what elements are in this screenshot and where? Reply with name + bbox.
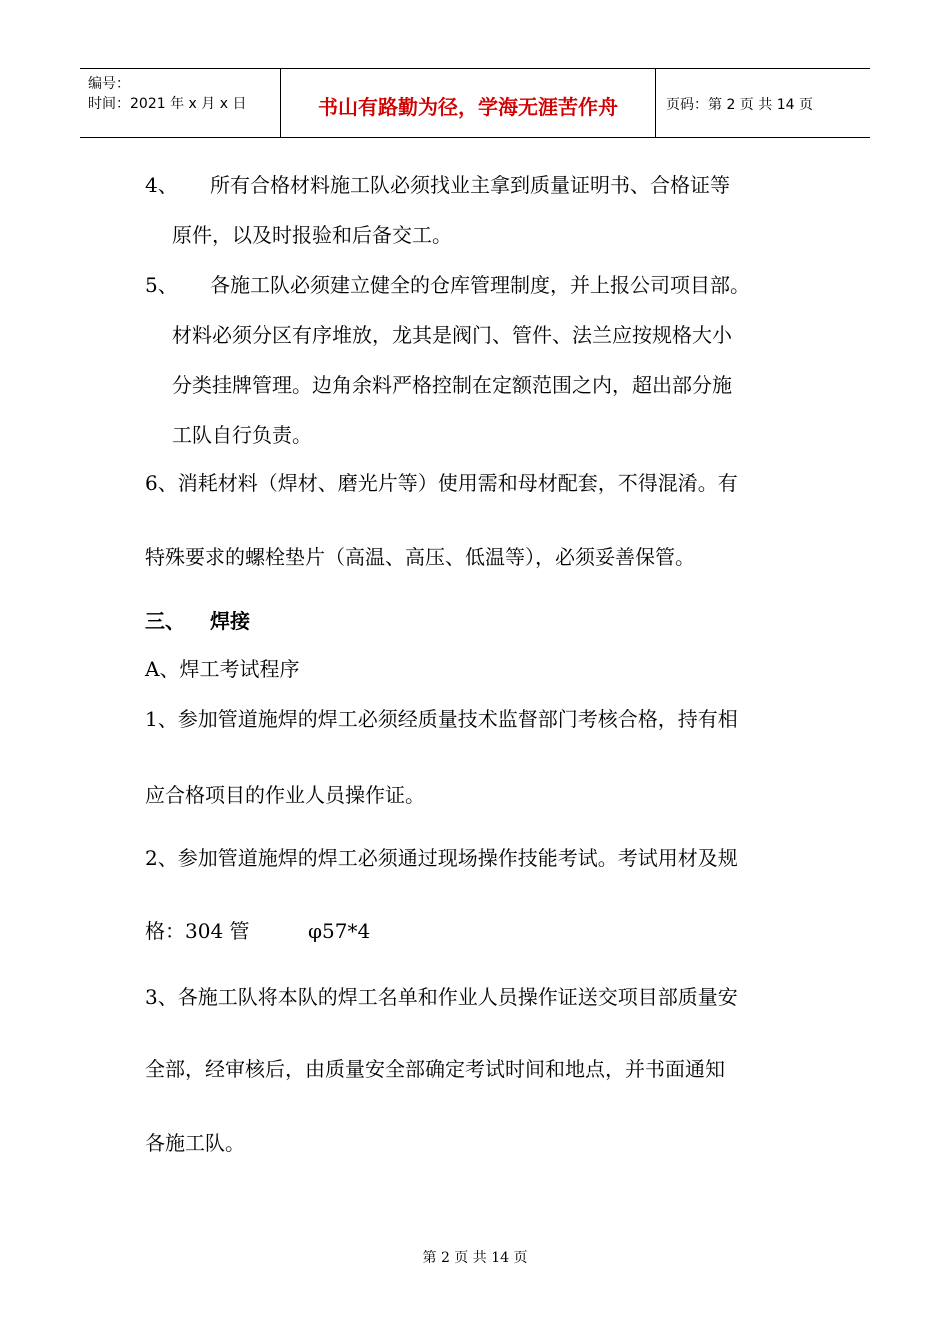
document-date: 时间：2021 年 x 月 x 日	[88, 96, 247, 112]
page-footer-number: 第 2 页 共 14 页	[422, 1250, 528, 1266]
para-3-line-3: 各施工队。	[145, 1131, 245, 1155]
section-3-number: 三、	[145, 609, 185, 633]
item-6-line-2: 特殊要求的螺栓垫片（高温、高压、低温等），必须妥善保管。	[145, 545, 695, 569]
para-2-line-1: 2、参加管道施焊的焊工必须通过现场操作技能考试。考试用材及规	[145, 846, 738, 870]
item-5-line-1: 各施工队必须建立健全的仓库管理制度，并上报公司项目部。	[210, 273, 750, 297]
item-5-line-2: 材料必须分区有序堆放，龙其是阀门、管件、法兰应按规格大小	[172, 323, 732, 347]
item-4-number: 4、	[145, 173, 178, 197]
page-header	[80, 68, 870, 138]
subsection-a-heading: A、焊工考试程序	[145, 657, 300, 681]
header-motto-cell	[280, 69, 656, 137]
header-right-cell	[656, 69, 870, 137]
item-4-line-1: 所有合格材料施工队必须找业主拿到质量证明书、合格证等	[210, 173, 730, 197]
item-4-line-2: 原件，以及时报验和后备交工。	[172, 223, 452, 247]
header-page-info: 页码：第 2 页 共 14 页	[666, 97, 813, 113]
item-6-line-1: 6、消耗材料（焊材、磨光片等）使用需和母材配套，不得混淆。有	[145, 471, 738, 495]
header-motto: 书山有路勤为径，学海无涯苦作舟	[318, 95, 618, 119]
para-3-line-1: 3、各施工队将本队的焊工名单和作业人员操作证送交项目部质量安	[145, 985, 738, 1009]
section-3-title: 焊接	[210, 609, 250, 633]
para-2-line-2a: 格：304 管	[145, 919, 250, 943]
item-5-line-3: 分类挂牌管理。边角余料严格控制在定额范围之内，超出部分施	[172, 373, 732, 397]
document-number-label: 编号：	[88, 76, 130, 92]
header-left-cell	[80, 69, 280, 137]
para-2-line-2b: φ57*4	[308, 919, 371, 943]
item-5-line-4: 工队自行负责。	[172, 423, 312, 447]
para-1-line-1: 1、参加管道施焊的焊工必须经质量技术监督部门考核合格，持有相	[145, 707, 738, 731]
para-1-line-2: 应合格项目的作业人员操作证。	[145, 783, 425, 807]
item-5-number: 5、	[145, 273, 178, 297]
para-3-line-2: 全部，经审核后，由质量安全部确定考试时间和地点，并书面通知	[145, 1057, 725, 1081]
